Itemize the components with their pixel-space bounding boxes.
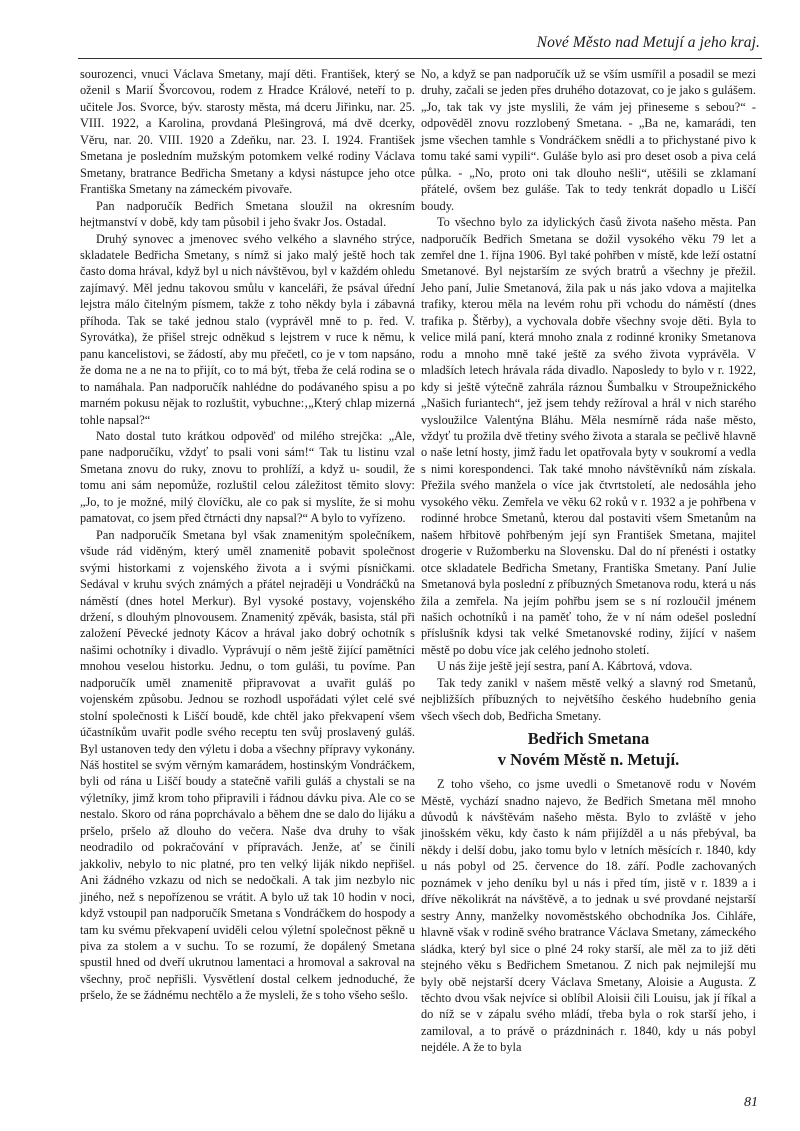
paragraph: U nás žije ještě její sestra, paní A. Kábrtová, vdova.	[437, 659, 693, 674]
paragraph: Nato dostal tuto krátkou odpověď od milého strejčka: „Ale, pane nadporučíku, vždyť to psali voni sám!“ Tak tu listinu vzal Smetana znovu do ruky, znovu to prohlíží, a když u- soudil, že tomu ani sám nepomůže, rozluštil celou záležitost těmito slovy: „Jo, to je možné, milý človíčku, ale co pak si myslíte, že si mohu pamatovat, co jsem před čtrnácti dny napsal?“ A bylo to vyřízeno.	[80, 428, 415, 526]
paragraph: sourozenci, vnuci Václava Smetany, mají děti. František, který se oženil s Marií Švorcovou, rodem z Hradce Králové, neteří to p. učitele Jos. Svorce, býv. starosty města, má dceru Jiřinku, nar. 25. VIII. 1922, a Karolina, provdaná Plešingrová, má dvě dcerky, Věru, nar. 20. VIII. 1920 a Zdeňku, nar. 23. I. 1924. František Smetana je posledním mužským potomkem velké rodiny Václava Smetany, bratrance Bedřicha Smetany a kdysi nástupce jeho otce Františka Smetany na zámeckém pivovaře.	[80, 67, 415, 197]
paragraph: Druhý synovec a jmenovec svého velkého a slavného strýce, skladatele Bedřicha Smetany, s nímž si jako malý ještě hoch tak často doma hrával, když byl u nich návštěvou, byl v každém ohledu zajímavý. Měl jednu takovou smůlu v kanceláři, že psával úřední lejstra málo čitelným písmem, takže z toho někdy byla i zábavná příhoda. Tak se také jednou stalo (vyprávěl mně to p. řed. V. Syrovátka), že přišel strejc odněkud s lejstrem v ruce k němu, k panu kancelistovi, se žádostí, aby mu přečetl, co je v tom napsáno, že doma ne a ne na to přijít, co to má být, třeba že celá rodina se o to namáhala. Pan nadporučík nahlédne do podávaného spisu a po marném pokusu nějak to rozluštit, vybuchne:‚„Který chlap mizerná tohle napsal?“	[80, 231, 415, 427]
paragraph: Pan nadporučík Smetana byl však znamenitým společníkem, všude rád viděným, který uměl znamenitě pobavit společnost svými historkami z vojenského života a i svými písničkami. Sedával v kruhu svých známých a přátel nejraději u Vondráčků na náměstí (dnes hotel Merkur). Byl vysoké postavy, vojenského držení, s dlouhým plnovousem. Znamenitý zpěvák, basista, stál při založení Pěvecké jednoty Kácov a hrával jako dobrý ochotník s našimi ochotníky i divadlo. Vyprávují o něm ještě žijící pamětníci mnohou veselou historku. Jednu, o tom guláši, tu povíme. Pan nadporučík uměl znamenitě připravovat a uvařit guláš po vojenském způsobu. Jednou se rozhodl uspořádati výlet celé své stolní společnosti k Liščí boudě, kde chtěl jako překvapení všem účastníkům uvařit podle svého receptu ten svůj proslavený guláš. Byl ustanoven tedy den výletu i doba a všechny přípravy vykonány. Náš hostitel se svým věrným kamarádem, hostinským Vondráčkem, byli od rána u Liščí boudy a statečně vařili guláš a chystali se na výletníky, jimž krom toho připravili i řádnou dávku piva. Ale co se nestalo. Skoro od rána poprchávalo a během dne se dalo do lijáku a pršelo, pršelo až dlouho do večera. Naše dva druhy to však neodradilo od pokračování v přípravách. Jenže, ať se činili jakkoliv, nebylo to nic platné, pro ten velký liják nikdo nepřišel. Ani žádného vzkazu od nich se nedočkali. A tak jim nezbylo nic jiného, než s nepořízenou se vrátit. A bylo už tak 10 hodin v noci, když vstoupil pan nadporučík Smetana s Vondráčkem do hospody a tam ku svému překvapení uviděli celou výletní společnost pěkně u piva za stolem a v suchu. To se rozumí, že dopálený Smetana spustil hned od dveří ukrutnou lamentaci a hromoval a sakroval na všechny, proč nepřišli. Vysvětlení dostal celkem jednoduché, že pršelo, že se žádnému nechtělo a že mysleli, že s toho všeho sešlo.	[80, 527, 415, 1003]
header-title: Nové Město nad Metují a jeho kraj.	[536, 34, 760, 51]
left-column	[80, 66, 415, 1004]
section-heading-line: v Novém Městě n. Metují.	[497, 750, 680, 770]
running-header	[78, 30, 762, 59]
section-heading-line: Bedřich Smetana	[527, 729, 650, 749]
paragraph: No, a když se pan nadporučík už se vším usmířil a posadil se mezi druhy, začali se jeden přes druhého dotazovat, co je jako s gulášem. „Jo, tak tak vy jste myslili, že vám jej přineseme s sebou?“ - odpověděl znovu rozzlobený Smetana. - „Ba ne, kamarádi, ten jsme všechen tamhle s Vondráčkem snědli a to přichystané pivo k tomu také sami vypili“. Guláše bylo asi pro deset osob a piva celá půlka. - „No, proto oni tak dlouho nešli“, utěšili se zklamaní přátelé, ovšem bez guláše. Tak to tedy tenkrát dopadlo u Liščí boudy.	[421, 67, 756, 213]
section-heading	[421, 728, 756, 770]
paragraph: To všechno bylo za idylických časů života našeho města. Pan nadporučík Bedřich Smetana se dožil vysokého věku 79 let a zemřel dne 1. října 1906. Byl také pohřben v místě, kde leží ostatní Smetanové. Byl nejstarším ze svých bratrů a všechny je přežil. Jeho paní, Julie Smetanová, žila pak u nás jako vdova a majitelka trafiky, kterou měla na levém rohu při vchodu do náměstí (dnes trafika p. Štěrby), a vychovala dobře všechny svoje děti. Byla to velice milá paní, která mnoho znala z rodinné kroniky Smetanova rodu a mnoho mně také ještě za svého života vyprávěla. V mladších letech hrávala ráda divadlo. Naposledy to bylo v r. 1922, kdy si ještě výtečně zahrála ráznou Šumbalku v Stroupežnického „Našich furiantech“, jež jsem tehdy režíroval a hrál v nich starého vysloužilce Valentýna Bláhu. Měla nesmírně ráda naše město, vždyť tu prožila dvě třetiny svého života a starala se pečlivě hlavně o naše letní hosty, jimž řadu let opatřovala byty v soukromí a vedla s nimi korespondenci. Tak také mnoho návštěvníků nám získala. Přežila svého manžela o více jak čtvrtstoletí, ale nedosáhla jeho vysokého věku. Zemřela ve věku 62 roků v r. 1932 a je pohřbena v rodinné hrobce Smetanů, kterou dal postaviti všem Smetanům na našem hřbitově pohřbeným její syn František Smetana, majitel drogerie v Ružomberku na Slovensku. Dal do ní přenésti i ostatky otce skladatele Bedřicha Smetany, Františka Smetany. Paní Julie Smetanová byla poslední z příbuzných Smetanova rodu, která u nás žila a zemřela. Na jejím pohřbu jsem se s ní rozloučil jménem našich ochotníků i na paměť toho, že v ní nám odešel poslední příslušník kdysi tak velké Smetanovské rodiny, žijící v našem městě po dobu více jak celého jednoho století.	[421, 215, 756, 657]
right-column	[421, 66, 756, 1056]
paragraph: Z toho všeho, co jsme uvedli o Smetanově rodu v Novém Městě, vychází snadno najevo, že Bedřich Smetana měl mnoho důvodů k návštěvám našeho města. Bylo to zvláště v jeho jinošském věku, kdy často k nám přijížděl a u nás přebýval, ba někdy i delší dobu, jako tomu bylo v letních měsících r. 1840, kdy u nás pobyl od 25. července do 18. září. Podle zachovaných poznámek v jeho deníku byl u nás i před tím, jistě v r. 1839 a i dříve několikrát na návštěvě, a to jednak u své provdané nejstarší sestry Anny, manželky novoměstského obchodníka Jos. Cihláře, hlavně však v rodině svého bratrance Václava Smetany, zámeckého sládka, který byl sice o plné 24 roky starší, ale měl za to již děti stejného věku s Bedřichem Smetanou. Z nich pak nejmilejší mu byly obě nejstarší dcery Václava Smetany, Aloisie a Augusta. Z těchto dvou však nejvíce si oblíbil Aloisii čili Louisu, jak jí říkal a do níž se v zápalu svého mládí, třeba byla o rok starší jeho, i zamiloval, a to právě o prázdninách r. 1840, kdy u nás pobyl nejdéle. A že to byla	[421, 777, 756, 1055]
paragraph: Pan nadporučík Bedřich Smetana sloužil na okresním hejtmanství v době, kdy tam působil i jeho švakr Jos. Ostadal.	[80, 198, 415, 230]
page-number: 81	[744, 1095, 758, 1110]
paragraph: Tak tedy zanikl v našem městě velký a slavný rod Smetanů, nejbližších příbuzných to největšího českého hudebního genia všech všech dob, Bedřicha Smetany.	[421, 675, 756, 723]
